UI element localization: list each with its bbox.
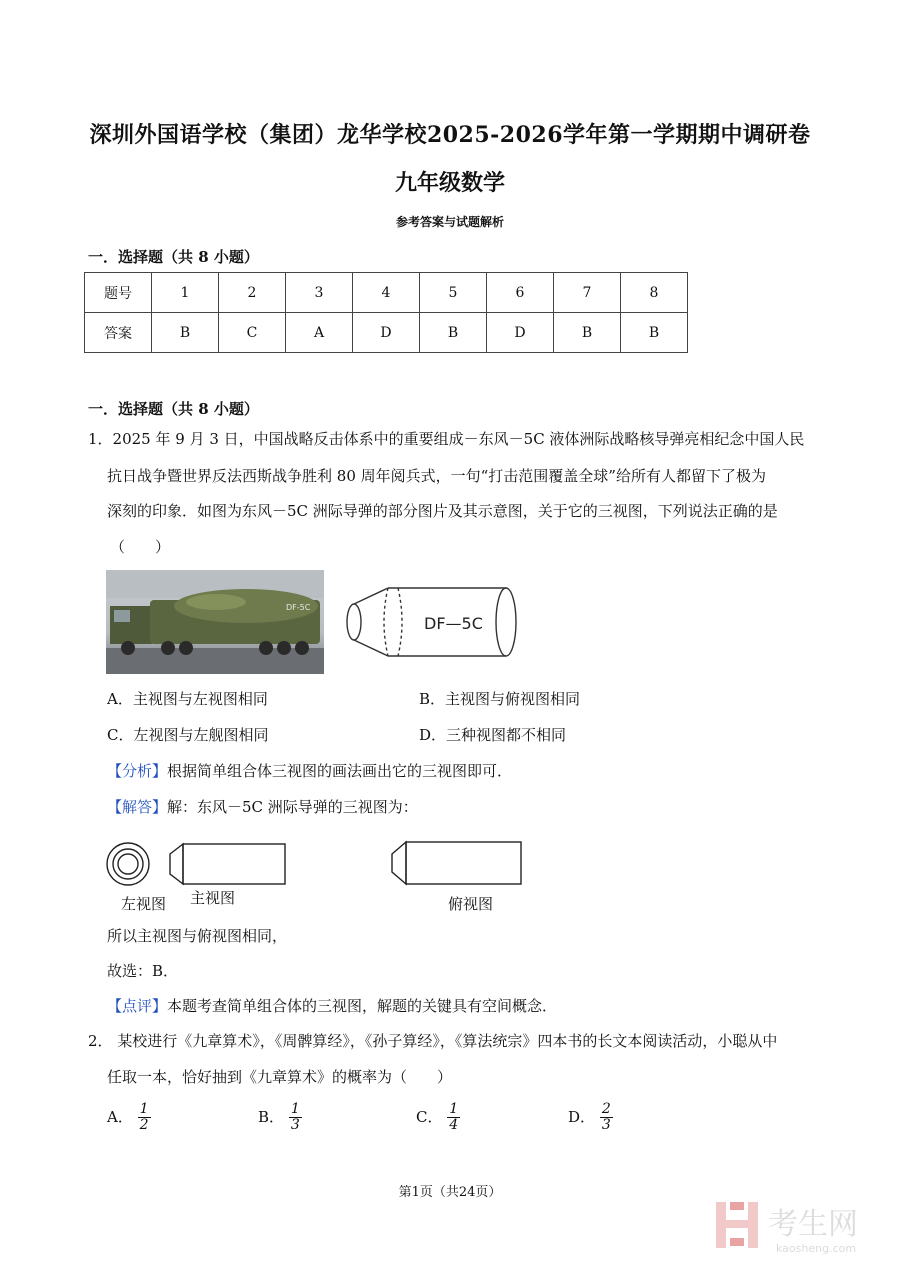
- q1-line-1: 1．2025 年 9 月 3 日，中国战略反击体系中的重要组成－东风－5C 液体洲际战略核导弹亮相纪念中国人民: [88, 430, 805, 448]
- table-cell: B: [621, 313, 688, 353]
- page-title: 深圳外国语学校（集团）龙华学校2025-2026学年第一学期期中调研卷: [89, 122, 811, 148]
- q2-option-b: [258, 1102, 302, 1134]
- fraction: [138, 1102, 151, 1134]
- numerator: 1: [139, 1101, 149, 1117]
- table-cell: D: [353, 313, 420, 353]
- table-cell: C: [219, 313, 286, 353]
- page-subtitle: 九年级数学: [394, 170, 505, 196]
- table-cell: 题号: [85, 273, 152, 313]
- option-label: C．: [416, 1107, 443, 1126]
- denominator: 3: [290, 1117, 300, 1134]
- option-b: B．主视图与俯视图相同: [419, 690, 581, 708]
- table-cell: 7: [554, 273, 621, 313]
- table-row: [85, 313, 688, 353]
- caption: 参考答案与试题解析: [395, 215, 504, 229]
- watermark-logo: [714, 1196, 884, 1258]
- answer-table: [84, 272, 688, 353]
- q1-line-3: 深刻的印象．如图为东风－5C 洲际导弹的部分图片及其示意图，关于它的三视图，下列说法正确的是: [107, 502, 778, 520]
- section-heading: 一．选择题（共 8 小题）: [88, 400, 259, 418]
- top-view-body: [406, 842, 521, 884]
- comment-line: [107, 999, 557, 1014]
- q2-option-c: [416, 1102, 460, 1134]
- numerator: 1: [449, 1101, 459, 1117]
- table-cell: 答案: [85, 313, 152, 353]
- comment-tag: 【点评】: [107, 997, 168, 1015]
- fraction: [289, 1102, 302, 1134]
- solution-text: 解：东风－5C 洲际导弹的三视图为：: [167, 798, 418, 816]
- table-cell: 6: [487, 273, 554, 313]
- option-d: D．三种视图都不相同: [419, 726, 567, 744]
- analysis-tag: 【分析】: [107, 762, 168, 780]
- missile-photo-label: DF-5C: [286, 603, 311, 612]
- option-label: B．: [258, 1107, 285, 1126]
- three-views-diagram: [104, 836, 524, 894]
- front-view-cone: [170, 844, 183, 884]
- table-cell: B: [152, 313, 219, 353]
- front-view-body: [183, 844, 285, 884]
- solution-tag: 【解答】: [107, 798, 168, 816]
- fraction: [600, 1102, 613, 1134]
- analysis-line: [107, 764, 512, 779]
- table-cell: A: [286, 313, 353, 353]
- table-cell: 8: [621, 273, 688, 313]
- fraction: [447, 1102, 460, 1134]
- table-cell: 5: [420, 273, 487, 313]
- top-view-cone: [392, 842, 406, 884]
- table-cell: B: [554, 313, 621, 353]
- watermark-brand: 考生网: [768, 1207, 858, 1242]
- page-footer: 第1页（共24页）: [398, 1185, 502, 1200]
- denominator: 3: [601, 1117, 611, 1134]
- answer-section-heading: 一．选择题（共 8 小题）: [88, 248, 259, 266]
- q2-option-d: [568, 1102, 613, 1134]
- solution-line: [107, 800, 418, 815]
- table-cell: 3: [286, 273, 353, 313]
- left-view-inner-circle: [118, 854, 138, 874]
- missile-schematic-diagram: [342, 574, 518, 672]
- analysis-text: 根据简单组合体三视图的画法画出它的三视图即可．: [167, 762, 513, 780]
- watermark-domain: kaosheng.com: [776, 1242, 857, 1255]
- table-cell: D: [487, 313, 554, 353]
- option-label: D．: [568, 1107, 596, 1126]
- missile-photo: [106, 570, 324, 674]
- numerator: 2: [601, 1101, 611, 1117]
- table-cell: B: [420, 313, 487, 353]
- top-view-label: 俯视图: [448, 895, 494, 913]
- q2-line-2: 任取一本，恰好抽到《九章算术》的概率为（ ）: [107, 1068, 453, 1086]
- front-view-label: 主视图: [190, 889, 236, 907]
- option-c: C．左视图与左舰图相同: [107, 726, 269, 744]
- denominator: 4: [449, 1117, 459, 1134]
- q1-line-2: 抗日战争暨世界反法西斯战争胜利 80 周年阅兵式，一句“打击范围覆盖全球”给所有人都留下了极为: [107, 467, 766, 485]
- table-cell: 2: [219, 273, 286, 313]
- q2-option-a: [107, 1102, 151, 1134]
- numerator: 1: [290, 1101, 300, 1117]
- denominator: 2: [139, 1117, 149, 1134]
- table-cell: 4: [353, 273, 420, 313]
- option-a: A．主视图与左视图相同: [107, 690, 268, 708]
- table-cell: 1: [152, 273, 219, 313]
- option-label: A．: [107, 1107, 133, 1126]
- diagram-label: DF—5C: [424, 614, 483, 633]
- q1-paren: （ ）: [110, 538, 171, 556]
- left-view-label: 左视图: [121, 895, 167, 913]
- table-row: [85, 273, 688, 313]
- choice: 故选：B．: [107, 962, 179, 980]
- comment-text: 本题考查简单组合体的三视图，解题的关键具有空间概念．: [167, 997, 558, 1015]
- conclusion: 所以主视图与俯视图相同，: [107, 927, 288, 945]
- q2-line-1: 2． 某校进行《九章算术》，《周髀算经》，《孙子算经》，《算法统宗》四本书的长文本阅读活动，小聪从中: [88, 1032, 778, 1050]
